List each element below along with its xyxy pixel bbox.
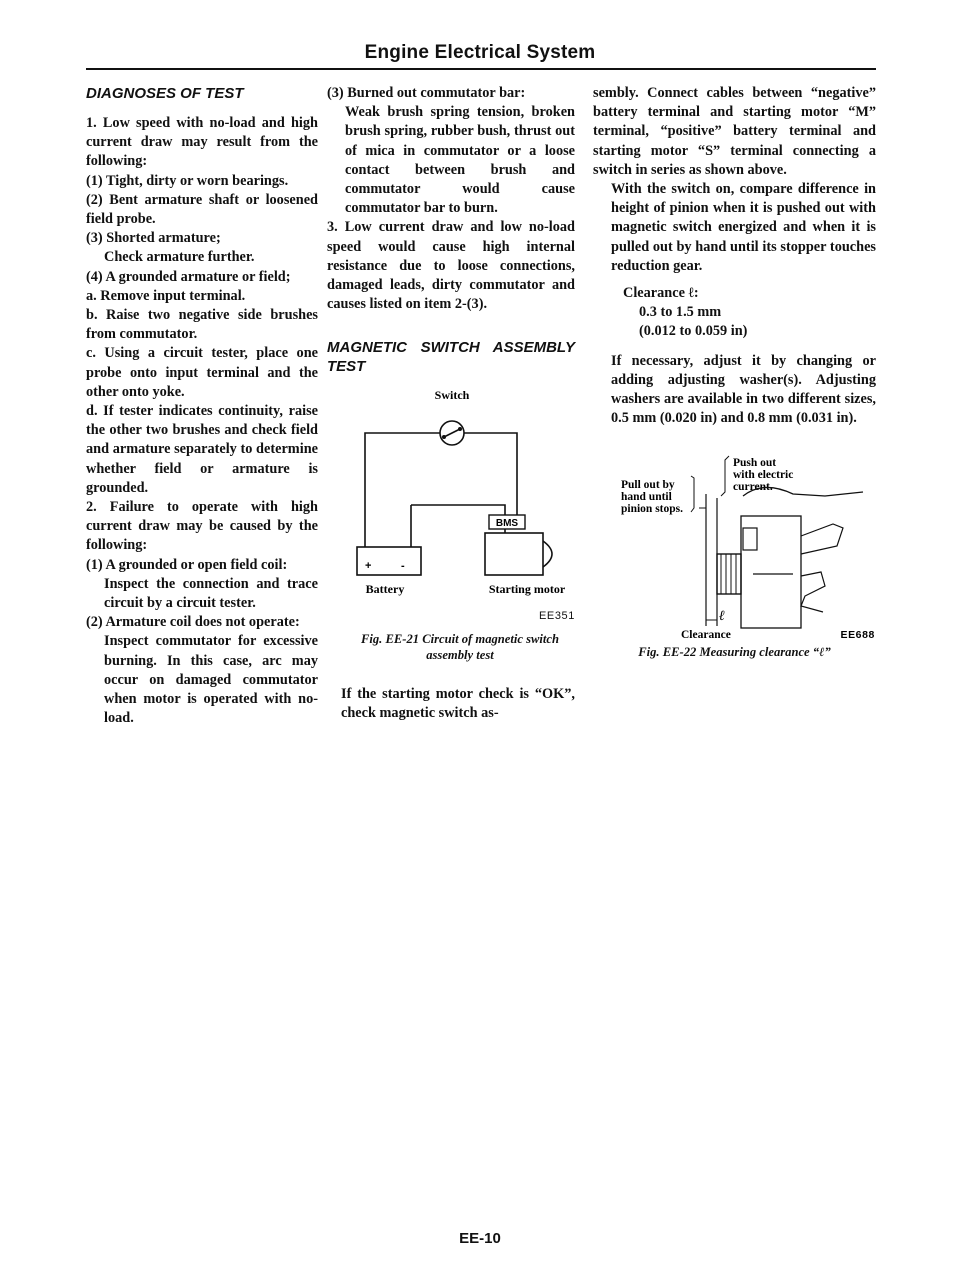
label-pull-out: hand until [621,491,672,504]
figure-ee21 [327,387,575,597]
list-subitem: Check armature further. [104,249,255,266]
middle-column [327,84,575,723]
label-push-out: with electric [733,469,794,482]
spec-label: Clearance ℓ: [623,285,699,302]
paragraph: 2. Failure to operate with high current draw may be caused by the following: [86,499,318,554]
list-item: (1) Tight, dirty or worn bearings. [86,172,289,189]
list-item: (1) A grounded or open field coil: [86,556,288,573]
paragraph: 1. Low speed with no-load and high current draw may result from the following: [86,115,318,170]
list-item: (2) Bent armature shaft or loosened field probe. [86,191,318,228]
bracket-push [721,456,729,496]
list-item: (2) Armature coil does not operate: [86,614,300,631]
list-item: d. If tester indicates continuity, raise the other two brushes and check field and armature separately to determine whether field or armature is grounded. [86,403,318,496]
clearance-spec [593,284,876,342]
paragraph: If the starting motor check is “OK”, check magnetic switch as- [341,685,575,721]
label-clearance: Clearance [681,629,731,642]
stopper [743,528,757,550]
paragraph: sembly. Connect cables between “negative” battery terminal and starting motor “M” terminal, “positive” battery terminal and starting motor “S” terminal connecting a switch in series as shown above. [593,85,876,178]
switch-contact [458,427,462,431]
figure-code: EE688 [840,629,875,642]
paragraph: If necessary, adjust it by changing or adding adjusting washer(s). Adjusting washers are available in two different sizes, 0.5 mm (0.020 in) and 0.8 mm (0.031 in). [611,352,876,427]
section-heading-magnetic-switch: MAGNETIC SWITCH ASSEMBLY TEST [327,339,575,376]
figure-caption: Fig. EE-22 Measuring clearance “ℓ” [638,645,831,660]
section-heading-diagnoses: DIAGNOSES OF TEST [86,85,244,102]
circuit-diagram [327,387,575,597]
left-column [86,84,318,729]
bms-label: BMS [495,518,519,530]
spec-value: 0.3 to 1.5 mm [639,304,722,321]
figure-code: EE351 [538,610,575,623]
motor-frame [741,516,801,628]
page-header-title: Engine Electrical System [364,42,596,63]
page-number: EE-10 [459,1230,501,1247]
motor-body [485,533,543,575]
right-column [593,84,876,660]
label-push-out: Push out [733,457,777,470]
list-subitem: Inspect commutator for excessive burning. In this case, arc may occur on damaged commutator when motor is operated with no-load. [104,633,318,727]
diagram-label-battery: Battery [365,582,405,597]
list-item: (3) Burned out commutator bar: [327,85,526,101]
motor-body-outline [801,572,825,612]
header-rule [86,68,876,70]
list-subitem: Weak brush spring tension, broken brush spring, rubber bush, thrust out of mica in commutator or a loose contact between brush and commutator would cause commutator bar to burn. [345,104,575,217]
clearance-diagram [593,436,876,642]
list-item: a. Remove input terminal. [86,287,246,304]
battery-minus-label: - [401,560,405,573]
label-push-out: current. [733,481,773,494]
label-pull-out: pinion stops. [621,503,684,516]
paragraph: With the switch on, compare difference in height of pinion when it is pushed out with magnetic switch energized and when it is pulled out by hand until its stopper touches reduction gear. [611,181,876,274]
diagram-label-switch: Switch [434,388,470,403]
spec-value: (0.012 to 0.059 in) [639,323,748,340]
figure-ee22 [593,436,876,642]
label-pull-out: Pull out by [621,479,675,492]
motor-nose [543,541,552,567]
diagram-label-starting-motor: Starting motor [488,582,566,597]
wire-top [365,433,517,547]
switch-contact [442,435,446,439]
list-item: (4) A grounded armature or field; [86,268,291,285]
figure-caption: Fig. EE-21 Circuit of magnetic switch assembly test [360,631,560,662]
list-subitem: Inspect the connection and trace circuit by a circuit tester. [104,575,318,612]
bracket-pull [691,476,694,512]
list-item: (3) Shorted armature; [86,230,221,247]
motor-gear-outline [801,524,843,554]
list-item: c. Using a circuit tester, place one probe onto input terminal and the other onto yoke. [86,345,318,400]
list-item: b. Raise two negative side brushes from commutator. [86,307,318,343]
paragraph: 3. Low current draw and low no-load speed would cause high internal resistance due to loose connections, damaged leads, dirty commutator and causes listed on item 2-(3). [327,219,575,313]
clearance-symbol: ℓ [719,609,725,625]
battery-plus-label: + [365,560,372,573]
